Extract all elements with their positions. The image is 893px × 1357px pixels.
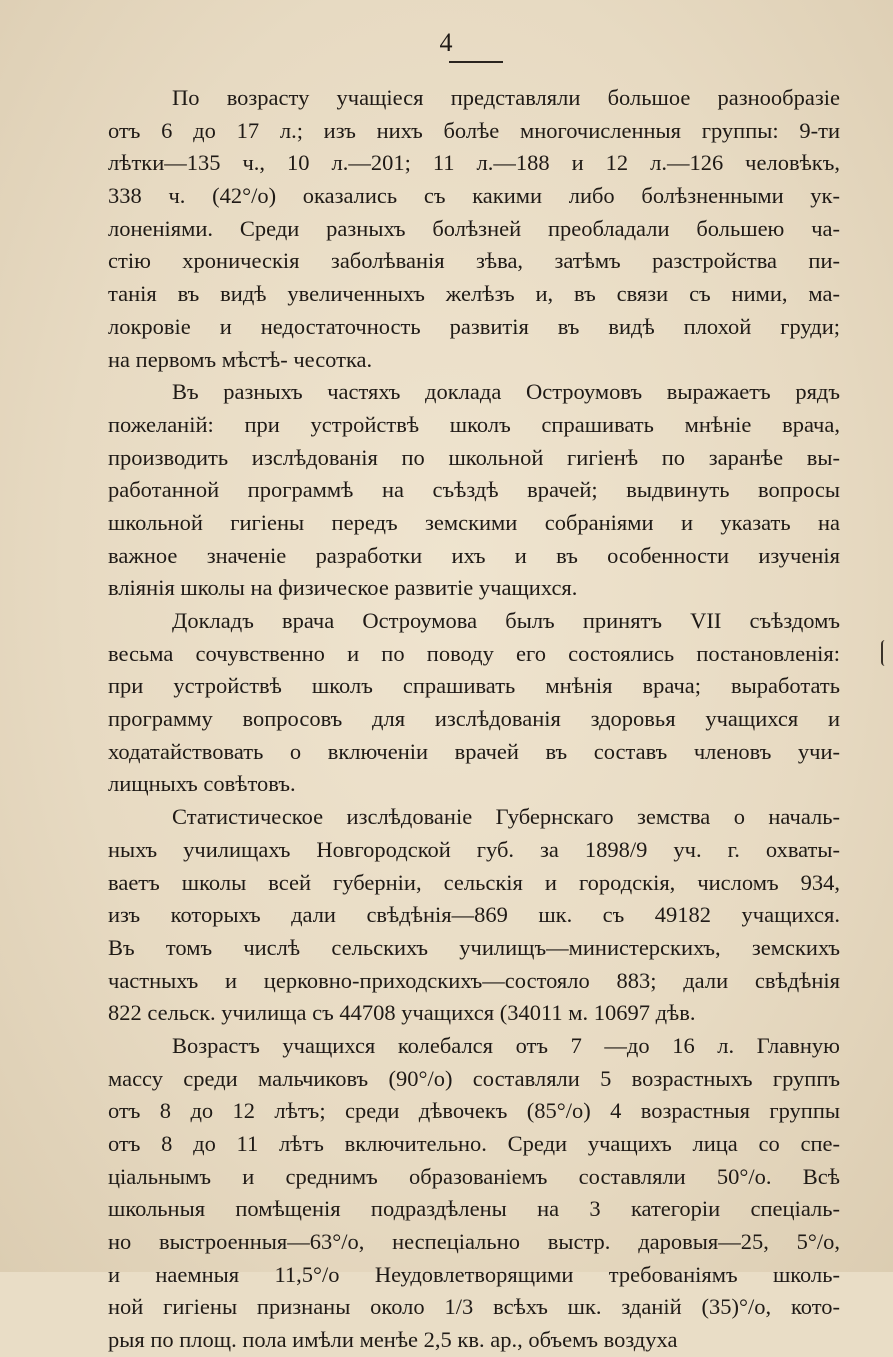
text-line: частныхъ и церковно-приходскихъ—состояло 883; дали свѣдѣнія [108, 967, 840, 993]
text-line: школьныя помѣщенія подраздѣлены на 3 категоріи спеціаль- [108, 1196, 840, 1222]
text-line: важное значеніе разработки ихъ и въ особенности изученія [108, 542, 840, 568]
paragraph [108, 801, 840, 1030]
margin-mark [881, 640, 889, 666]
text-line: школьной гигіены передъ земскими собраніями и указать на [108, 509, 840, 535]
paragraph [108, 605, 840, 801]
text-line: производить изслѣдованія по школьной гигіенѣ по заранѣе вы- [108, 444, 840, 470]
text-line: вліянія школы на физическое развитіе учащихся. [108, 575, 578, 601]
text-line: рыя по площ. пола имѣли менѣе 2,5 кв. ар., объемъ воздуха [108, 1327, 678, 1353]
text-line: но выстроенныя—63°/о, неспеціально выстр. даровыя—25, 5°/о, [108, 1229, 840, 1255]
text-line: По возрасту учащіеся представляли большое разнообразіе [172, 85, 840, 110]
text-line: ходатайствовать о включеніи врачей въ составъ членовъ учи- [108, 738, 840, 764]
body-text [108, 82, 840, 1357]
text-line: Въ разныхъ частяхъ доклада Остроумовъ выражаетъ рядъ [172, 379, 840, 405]
text-line: локровіе и недостаточность развитія въ видѣ плохой груди; [108, 313, 840, 339]
text-line: отъ 8 до 12 лѣтъ; среди дѣвочекъ (85°/о) 4 возрастныя группы [108, 1098, 840, 1124]
page-number-underline [449, 61, 503, 63]
text-line: и наемныя 11,5°/о Неудовлетворящими требованіямъ школь- [108, 1261, 840, 1287]
text-line: ныхъ училищахъ Новгородской губ. за 1898/9 уч. г. охваты- [108, 836, 840, 862]
paragraph [108, 1030, 840, 1357]
text-line: 822 сельск. училища съ 44708 учащихся (34011 м. 10697 дѣв. [108, 1000, 696, 1026]
text-line: 338 ч. (42°/о) оказались съ какими либо болѣзненными ук- [108, 183, 840, 209]
text-line: танія въ видѣ увеличенныхъ желѣзъ и, въ связи съ ними, ма- [108, 281, 840, 307]
text-line: пожеланій: при устройствѣ школъ спрашивать мнѣніе врача, [108, 411, 840, 437]
text-line: Статистическое изслѣдованіе Губернскаго земства о началь- [172, 804, 840, 830]
text-line: работанной программѣ на съѣздѣ врачей; выдвинуть вопросы [108, 477, 840, 503]
text-line: Въ томъ числѣ сельскихъ училищъ—министерскихъ, земскихъ [108, 934, 840, 960]
text-line: ной гигіены признаны около 1/3 всѣхъ шк. зданій (35)°/о, кото- [108, 1294, 840, 1320]
paragraph [108, 82, 840, 376]
text-line: лищныхъ совѣтовъ. [108, 771, 296, 797]
text-line: ваетъ школы всей губерніи, сельскія и городскія, числомъ 934, [108, 869, 840, 895]
paragraph [108, 376, 840, 605]
text-line: при устройствѣ школъ спрашивать мнѣнія врача; выработать [108, 673, 840, 699]
text-line: отъ 6 до 17 л.; изъ нихъ болѣе многочисленныя группы: 9-ти [108, 117, 840, 143]
text-line: Возрастъ учащихся колебался отъ 7 —до 16 л. Главную [172, 1032, 840, 1058]
text-line: лоненіями. Среди разныхъ болѣзней преобладали большею ча- [108, 215, 840, 241]
page-number: 4 [439, 28, 454, 57]
text-line: программу вопросовъ для изслѣдованія здоровья учащихся и [108, 706, 840, 732]
text-line: Докладъ врача Остроумова былъ принятъ VII съѣздомъ [172, 608, 840, 633]
text-line: отъ 8 до 11 лѣтъ включительно. Среди учащихъ лица со спе- [108, 1131, 840, 1156]
text-line: массу среди мальчиковъ (90°/о) составляли 5 возрастныхъ группъ [108, 1065, 840, 1091]
text-line: стію хроническія заболѣванія зѣва, затѣмъ разстройства пи- [108, 248, 840, 274]
text-line: изъ которыхъ дали свѣдѣнія—869 шк. съ 49182 учащихся. [108, 902, 840, 928]
text-line: ціальнымъ и среднимъ образованіемъ составляли 50°/о. Всѣ [108, 1163, 840, 1189]
text-line: на первомъ мѣстѣ- чесотка. [108, 346, 373, 372]
text-line: весьма сочувственно и по поводу его состоялись постановленія: [108, 640, 840, 666]
text-line: лѣтки—135 ч., 10 л.—201; 11 л.—188 и 12 л.—126 человѣкъ, [108, 150, 840, 176]
